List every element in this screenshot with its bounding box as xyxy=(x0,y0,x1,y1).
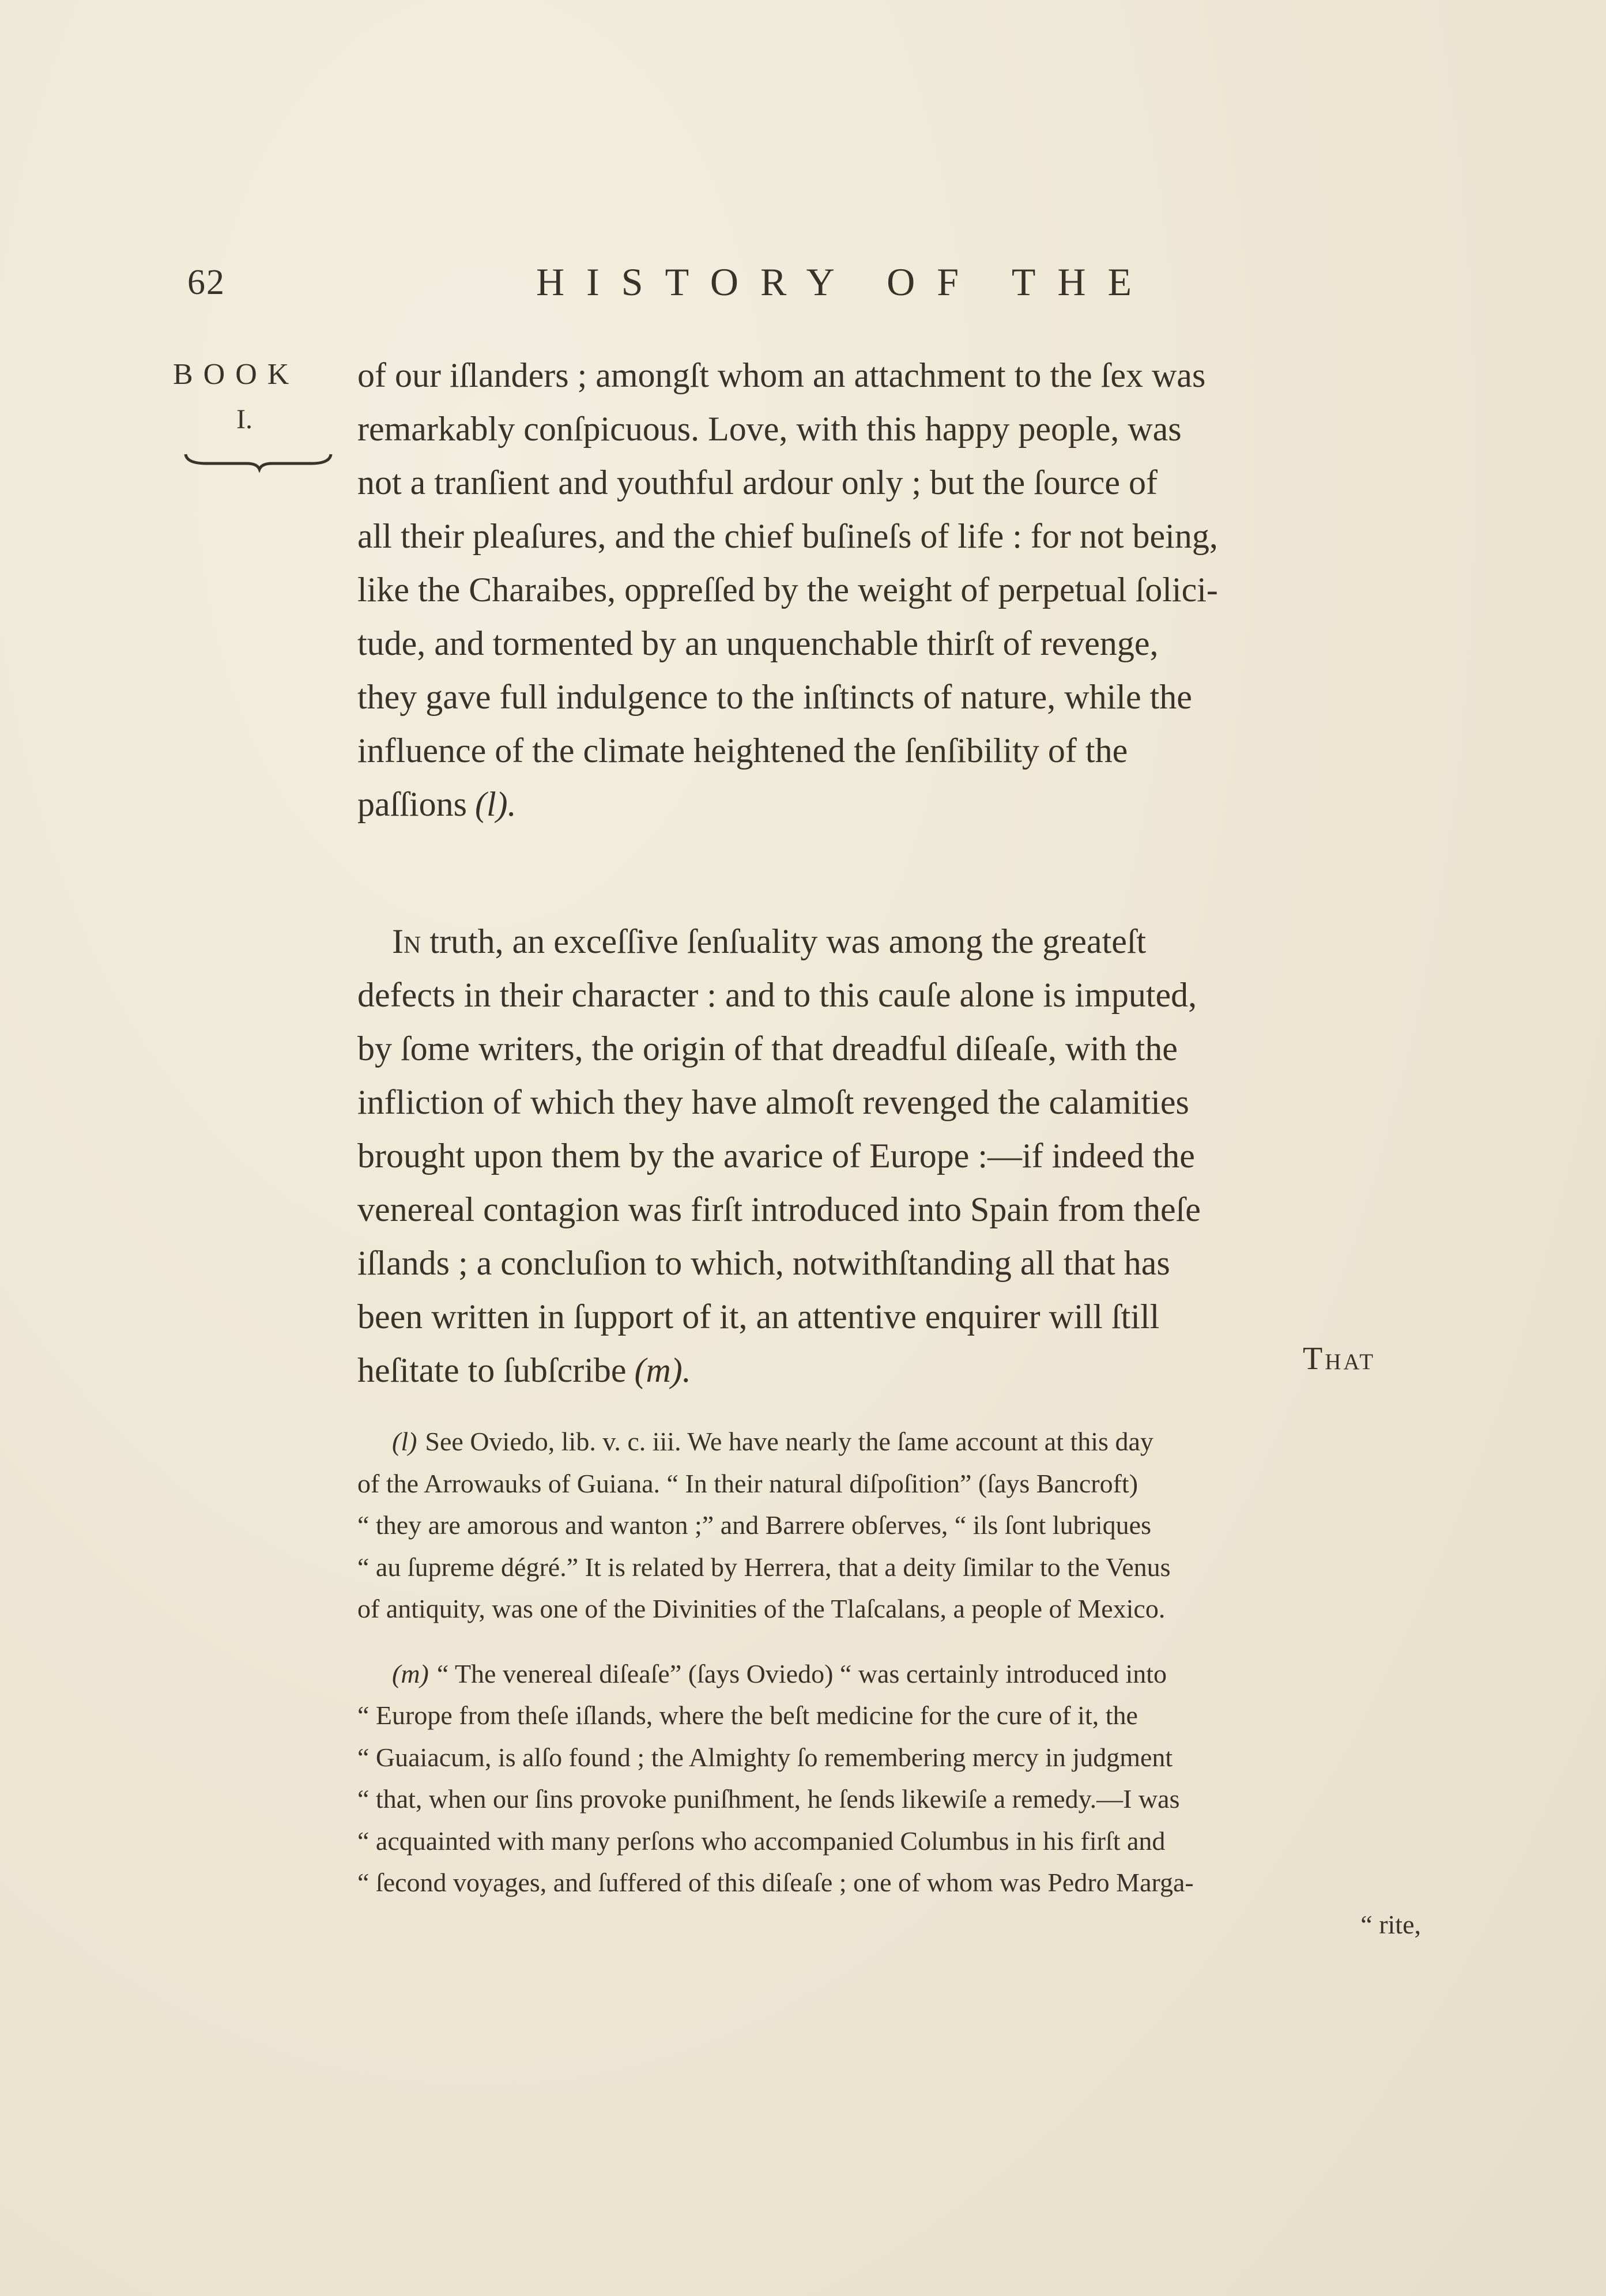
paragraph-lead-word: In xyxy=(392,922,421,960)
text-line xyxy=(357,1183,1421,1236)
footnote-text: of the Arrowauks of Guiana. “ In their natural diſpoſition” (ſays Bancroft) xyxy=(357,1468,1138,1498)
text-line-content: they gave full indulgence to the inſtincts of nature, while the xyxy=(357,678,1192,716)
footnote-line xyxy=(357,1505,1421,1547)
margin-volume-label: I. xyxy=(236,404,252,435)
text-line xyxy=(357,510,1421,563)
footnote-line xyxy=(357,1547,1421,1589)
footnote-text: “ they are amorous and wanton ;” and Barrere obſerves, “ ils ſont lubriques xyxy=(357,1510,1151,1540)
text-line xyxy=(357,724,1421,778)
footnote-line xyxy=(357,1862,1421,1904)
text-line xyxy=(357,968,1421,1022)
text-line-content: iſlands ; a concluſion to which, notwithſtanding all that has xyxy=(357,1244,1170,1282)
text-line-content: brought upon them by the avarice of Europe :—if indeed the xyxy=(357,1137,1195,1175)
text-line xyxy=(357,915,1421,968)
text-line xyxy=(357,617,1421,670)
footnote-line xyxy=(357,1653,1421,1695)
margin-brace-ornament xyxy=(183,450,333,473)
footnote-label-m: (m) xyxy=(392,1658,429,1688)
main-text xyxy=(357,349,1421,1397)
footnote-text: “ ſecond voyages, and ſuffered of this diſeaſe ; one of whom was Pedro Marga- xyxy=(357,1868,1194,1897)
text-line-content: remarkably conſpicuous. Love, with this happy people, was xyxy=(357,410,1182,448)
text-line-content: like the Charaibes, oppreſſed by the weight of perpetual ſolici- xyxy=(357,571,1218,609)
footnote-text: of antiquity, was one of the Divinities of the Tlaſcalans, a people of Mexico. xyxy=(357,1594,1166,1623)
footnote-line xyxy=(357,1463,1421,1505)
footnote-text: “ au ſupreme dégré.” It is related by Herrera, that a deity ſimilar to the Venus xyxy=(357,1552,1171,1582)
footnote-line xyxy=(357,1820,1421,1863)
text-line xyxy=(357,1076,1421,1129)
footnote-text: “ Guaiacum, is alſo found ; the Almighty ſo remembering mercy in judgment xyxy=(357,1742,1173,1772)
text-line xyxy=(357,1290,1421,1344)
text-line-content: infliction of which they have almoſt revenged the calamities xyxy=(357,1083,1189,1121)
text-line-content: heſitate to ſubſcribe xyxy=(357,1351,627,1389)
catchword: That xyxy=(1303,1341,1376,1377)
text-line-content: of our iſlanders ; amongſt whom an attachment to the ſex was xyxy=(357,356,1206,394)
footnote-reference-l: (l). xyxy=(475,785,517,823)
page-number: 62 xyxy=(187,263,225,302)
footnote-label-l: (l) xyxy=(392,1427,417,1456)
running-title: HISTORY OF THE xyxy=(536,260,1154,304)
text-line-content: not a tranſient and youthful ardour only ; but the ſource of xyxy=(357,463,1158,502)
text-line xyxy=(357,456,1421,510)
footnote-catchword-line xyxy=(357,1904,1421,1946)
footnote-catchword: “ rite, xyxy=(1360,1909,1421,1939)
text-line xyxy=(357,1236,1421,1290)
text-line-content: paſſions xyxy=(357,785,467,823)
text-line-content: tude, and tormented by an unquenchable thirſt of revenge, xyxy=(357,624,1159,662)
text-line xyxy=(357,563,1421,617)
text-line xyxy=(357,1129,1421,1183)
footnote-text: “ that, when our ſins provoke puniſhment, he ſends likewiſe a remedy.—I was xyxy=(357,1784,1180,1814)
text-line-content: venereal contagion was firſt introduced into Spain from theſe xyxy=(357,1190,1201,1228)
text-line-content: influence of the climate heightened the ſenſibility of the xyxy=(357,732,1128,770)
text-line xyxy=(357,349,1421,402)
text-line xyxy=(357,402,1421,456)
footnote-line xyxy=(357,1737,1421,1779)
footnotes xyxy=(357,1421,1421,1946)
footnote-line xyxy=(357,1695,1421,1737)
text-line xyxy=(357,1344,1421,1397)
margin-book-label: BOOK xyxy=(173,358,300,391)
text-line-content: all their pleaſures, and the chief buſineſs of life : for not being, xyxy=(357,517,1218,555)
footnote-text: “ The venereal diſeaſe” (ſays Oviedo) “ was certainly introduced into xyxy=(436,1658,1167,1688)
text-line-content: been written in ſupport of it, an attentive enquirer will ſtill xyxy=(357,1298,1160,1336)
text-line xyxy=(357,778,1421,831)
text-line xyxy=(357,670,1421,724)
text-line-content: defects in their character : and to this cauſe alone is imputed, xyxy=(357,976,1197,1014)
footnote-line xyxy=(357,1588,1421,1630)
footnote-text: “ acquainted with many perſons who accompanied Columbus in his firſt and xyxy=(357,1826,1166,1856)
footnote-text: “ Europe from theſe iſlands, where the beſt medicine for the cure of it, the xyxy=(357,1701,1138,1730)
text-line xyxy=(357,1022,1421,1076)
footnote-reference-m: (m). xyxy=(634,1351,691,1389)
text-line-content: truth, an exceſſive ſenſuality was among the greateſt xyxy=(421,922,1147,960)
text-line-content: by ſome writers, the origin of that dreadful diſeaſe, with the xyxy=(357,1030,1178,1068)
footnote-line xyxy=(357,1421,1421,1463)
footnote-line xyxy=(357,1778,1421,1820)
footnote-text: See Oviedo, lib. v. c. iii. We have nearly the ſame account at this day xyxy=(425,1427,1153,1456)
